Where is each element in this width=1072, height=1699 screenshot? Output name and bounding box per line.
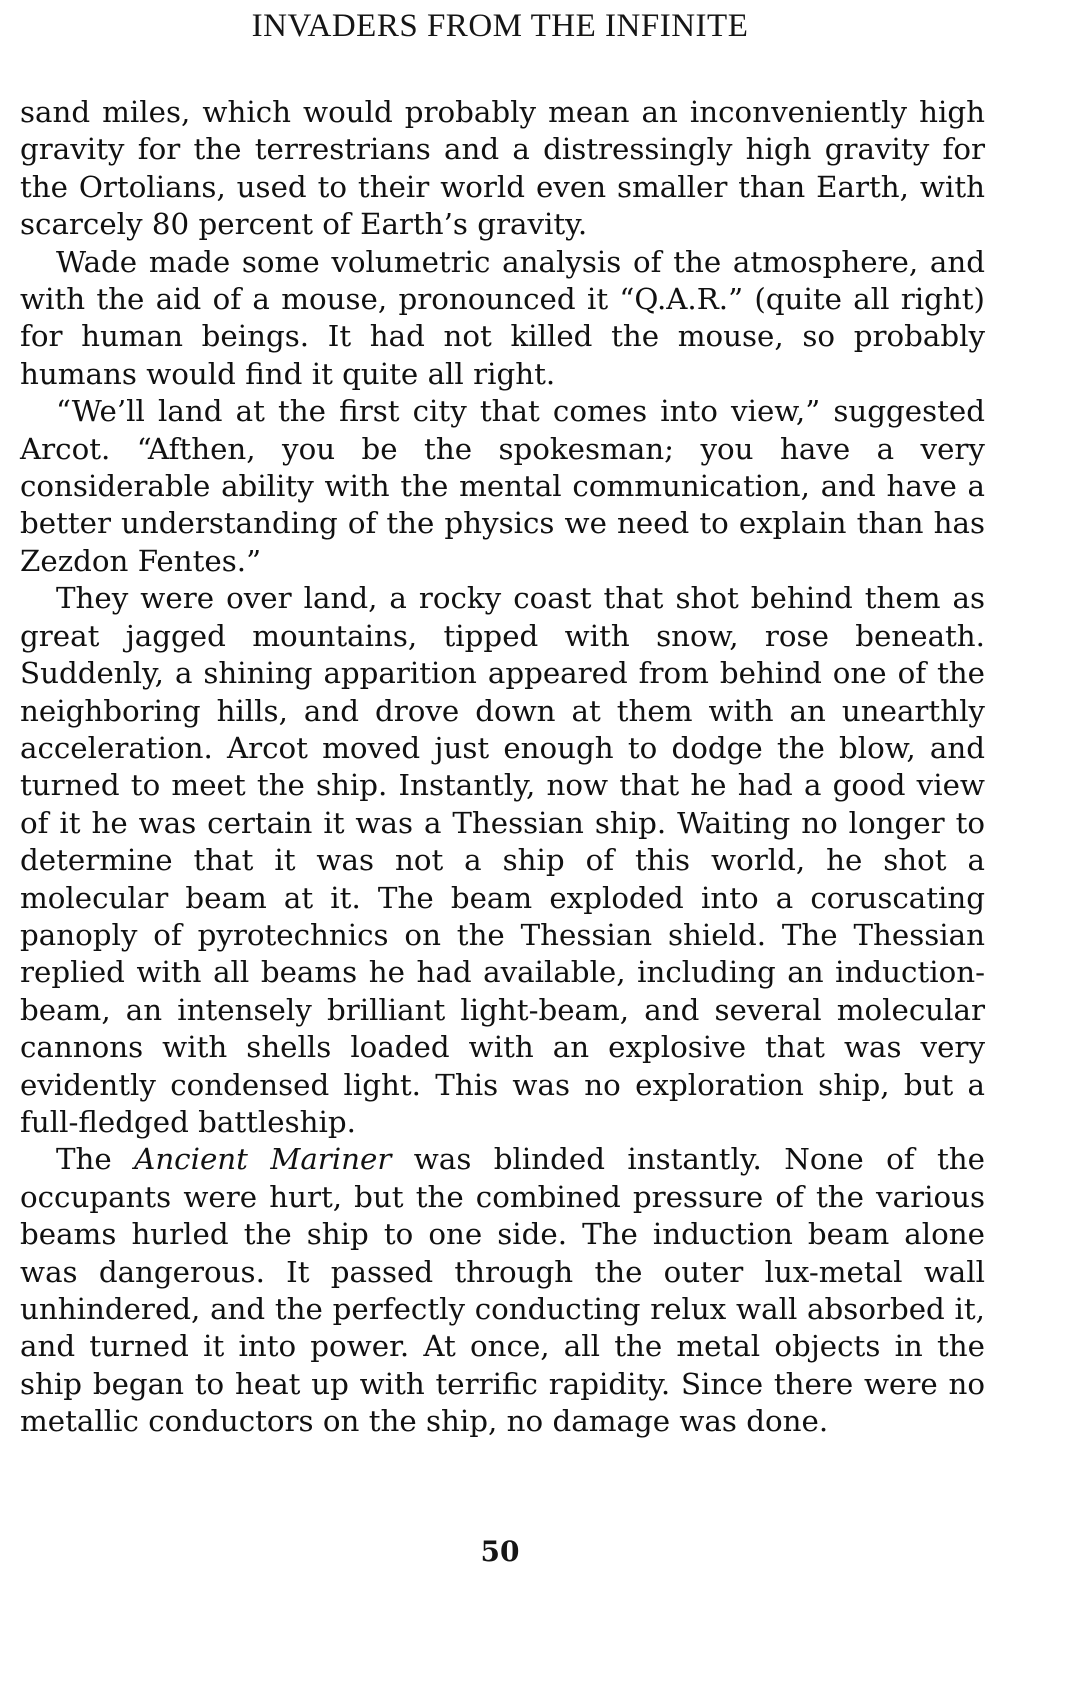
paragraph-5-lead: The: [56, 1142, 135, 1177]
paragraph-4: They were over land, a rocky coast that shot behind them as great jagged mountains, tipped with snow, rose beneath. Suddenly, a shining apparition appeared from behind one of the neighboring hills, and drove down at them with an unearthly acceleration. Arcot moved just enough to dodge the blow, and turned to meet the ship. Instantly, now that he had a good view of it he was certain it was a Thessian ship. Waiting no longer to determine that it was not a ship of this world, he shot a molecular beam at it. The beam exploded into a coruscating panoply of pyrotechnics on the Thessian shield. The Thessian replied with all beams he had available, including an induction-beam, an intensely brilliant light-beam, and several molecular cannons with shells loaded with an explosive that was very evidently condensed light. This was no exploration ship, but a full-fledged battleship.: [20, 581, 985, 1139]
page-number: 50: [480, 1535, 520, 1568]
ship-name: Ancient Mariner: [134, 1142, 392, 1177]
paragraph-5-text: was blinded instantly. None of the occupants were hurt, but the combined pressure of the various beams hurled the ship to one side. The induction beam alone was dangerous. It passed through the outer lux-metal wall unhindered, and the perfectly conducting relux wall absorbed it, and turned it into power. At once, all the metal objects in the ship began to heat up with terrific rapidity. Since there were no metallic conductors on the ship, no damage was done.: [20, 1142, 985, 1439]
paragraph-1: sand miles, which would probably mean an inconveniently high gravity for the terrestrians and a distressingly high gravity for the Ortolians, used to their world even smaller than Earth, with scarcely 80 percent of Earth’s gravity.: [20, 95, 985, 242]
paragraph-3: “We’ll land at the first city that comes into view,” suggested Arcot. “Afthen, you be the spokesman; you have a very considerable ability with the mental communication, and have a better understanding of the physics we need to explain than has Zezdon Fentes.”: [20, 394, 985, 578]
paragraph-5: [20, 1141, 985, 1440]
body-text: [20, 94, 985, 1441]
running-head: INVADERS FROM THE INFINITE: [251, 8, 749, 44]
paragraph-2: Wade made some volumetric analysis of the atmosphere, and with the aid of a mouse, pronounced it “Q.A.R.” (quite all right) for human beings. It had not killed the mouse, so probably humans would find it quite all right.: [20, 244, 985, 391]
